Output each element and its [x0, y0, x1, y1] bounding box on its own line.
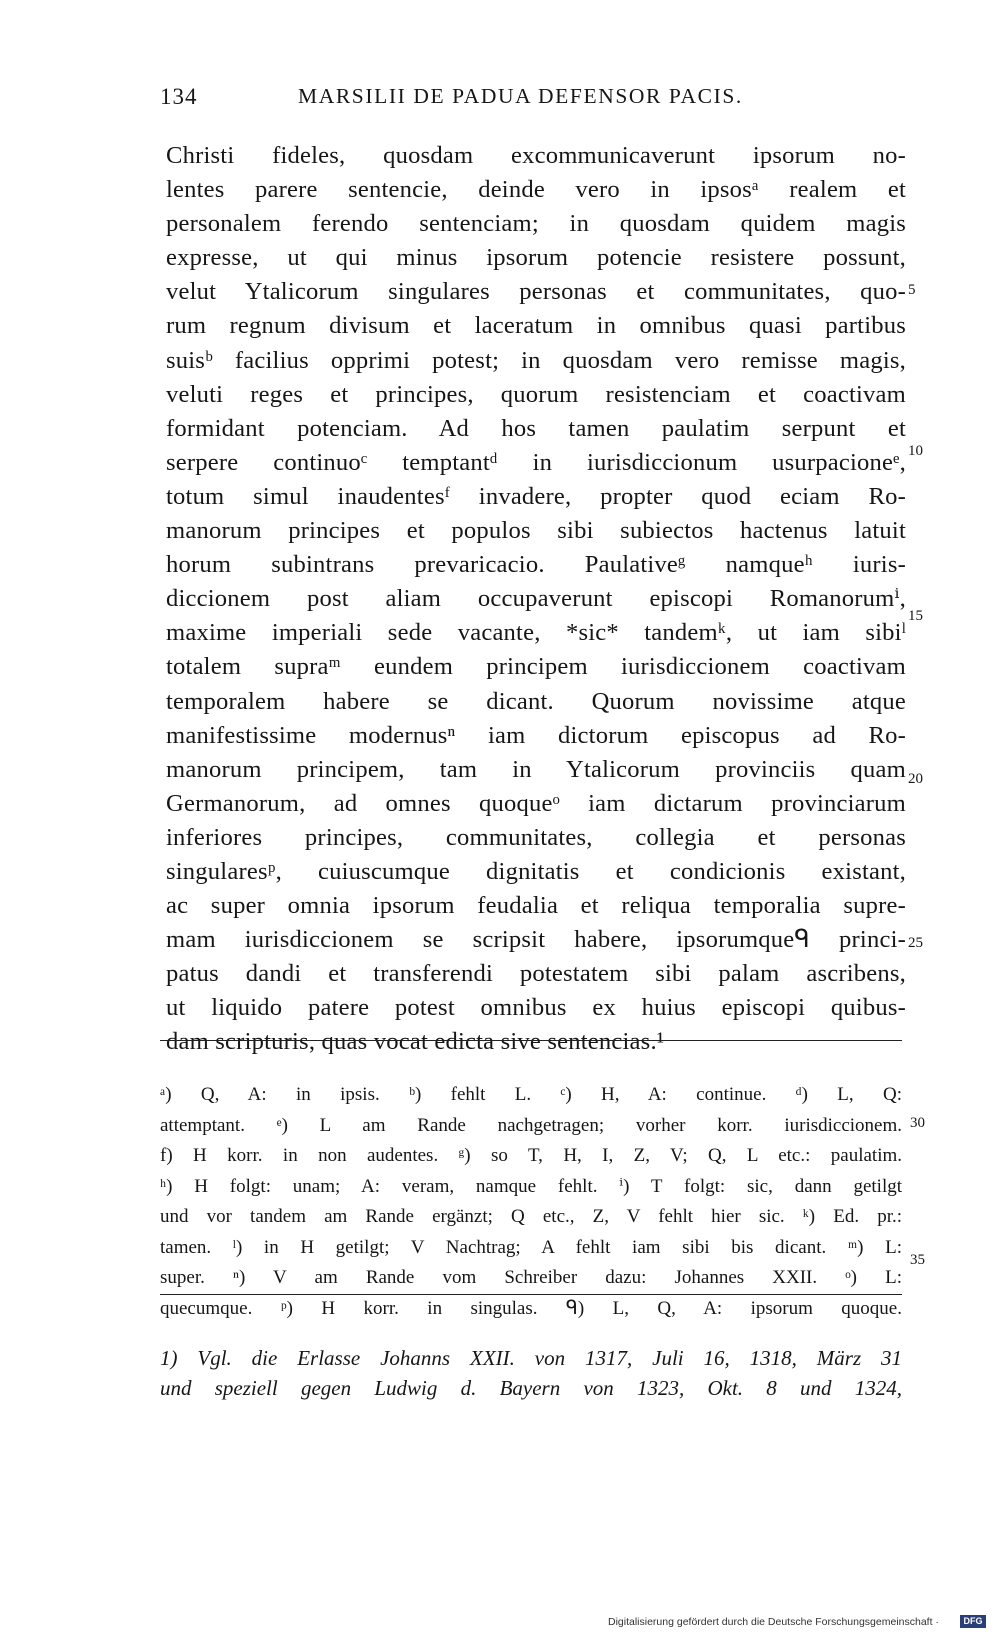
text-line: totum simul inaudentesᶠ invadere, propter quod eciam Ro- — [166, 482, 906, 510]
text-line: ut liquido patere potest omnibus ex huius episcopi quibus- — [166, 994, 906, 1022]
critical-apparatus — [160, 1080, 902, 1324]
text-line: maxime imperiali sede vacante, *sic* tandemᵏ, ut iam sibiˡ — [166, 619, 906, 647]
line-number: 30 — [910, 1115, 925, 1131]
text-line: Christi fideles, quosdam excommunicaverunt ipsorum no- — [166, 142, 906, 169]
running-title: MARSILII DE PADUA DEFENSOR PACIS. — [298, 84, 743, 108]
text-line: inferiores principes, communitates, collegia et personas — [166, 823, 906, 851]
footnote-divider — [160, 1294, 902, 1295]
text-line: rum regnum divisum et laceratum in omnibus quasi partibus — [166, 312, 906, 340]
digitization-credit: Digitalisierung gefördert durch die Deutsche Forschungsgemeinschaft · — [608, 1616, 939, 1628]
line-number: 25 — [908, 935, 923, 951]
line-number: 20 — [908, 771, 923, 787]
text-line: dam scripturis, quas vocat edicta sive sentencias.¹ — [166, 1028, 665, 1056]
text-line: singularesᵖ, cuiuscumque dignitatis et condicionis existant, — [166, 857, 906, 885]
text-line: manorum principes et populos sibi subiectos hactenus latuit — [166, 517, 906, 545]
text-line: ac super omnia ipsorum feudalia et reliqua temporalia supre- — [166, 892, 906, 920]
page-header — [160, 84, 902, 114]
text-line: suisᵇ facilius opprimi potest; in quosdam vero remisse magis, — [166, 346, 906, 374]
text-line: veluti reges et principes, quorum resistenciam et coactivam — [166, 380, 906, 408]
text-line: lentes parere sentencie, deinde vero in ipsosᵃ realem et — [166, 176, 906, 204]
apparatus-divider — [160, 1040, 902, 1041]
page-number: 134 — [160, 84, 198, 109]
text-line: diccionem post aliam occupaverunt episcopi Romanorumⁱ, — [166, 585, 906, 613]
main-text — [166, 139, 906, 1060]
text-line: expresse, ut qui minus ipsorum potencie resistere possunt, — [166, 244, 906, 272]
apparatus-line: quecumque. ᵖ) H korr. in singulas. ᑫ) L, Q, A: ipsorum quoque. — [160, 1297, 902, 1319]
text-line: totalem supraᵐ eundem principem iurisdiccionem coactivam — [166, 653, 906, 681]
line-number: 35 — [910, 1252, 925, 1268]
text-line: horum subintrans prevaricacio. Paulativeᵍ namqueʰ iuris- — [166, 551, 906, 579]
footnote-line: und speziell gegen Ludwig d. Bayern von 1323, Okt. 8 und 1324, — [160, 1376, 902, 1400]
line-number: 5 — [908, 282, 916, 298]
line-number: 15 — [908, 608, 923, 624]
text-line: manifestissime modernusⁿ iam dictorum episcopus ad Ro- — [166, 721, 906, 749]
apparatus-line: ʰ) H folgt: unam; A: veram, namque fehlt. ⁱ) T folgt: sic, dann getilgt — [160, 1175, 902, 1197]
text-line: temporalem habere se dicant. Quorum novissime atque — [166, 687, 906, 715]
text-line: personalem ferendo sentenciam; in quosdam quidem magis — [166, 210, 906, 238]
dfg-logo: DFG — [960, 1615, 986, 1628]
apparatus-line: und vor tandem am Rande ergänzt; Q etc., Z, V fehlt hier sic. ᵏ) Ed. pr.: — [160, 1206, 902, 1227]
text-line: velut Ytalicorum singulares personas et communitates, quo- — [166, 278, 906, 306]
apparatus-line: super. ⁿ) V am Rande vom Schreiber dazu: Johannes XXII. ᵒ) L: — [160, 1267, 902, 1288]
apparatus-line: tamen. ˡ) in H getilgt; V Nachtrag; A fehlt iam sibi bis dicant. ᵐ) L: — [160, 1236, 902, 1258]
footnotes — [160, 1343, 902, 1403]
apparatus-line: ᵃ) Q, A: in ipsis. ᵇ) fehlt L. ᶜ) H, A: continue. ᵈ) L, Q: — [160, 1084, 902, 1105]
text-line: Germanorum, ad omnes quoqueᵒ iam dictarum provinciarum — [166, 789, 906, 817]
apparatus-line: attemptant. ᵉ) L am Rande nachgetragen; vorher korr. iurisdiccionem. — [160, 1114, 902, 1136]
text-line: formidant potenciam. Ad hos tamen paulatim serpunt et — [166, 414, 906, 442]
text-line: serpere continuoᶜ temptantᵈ in iurisdiccionum usurpacioneᵉ, — [166, 448, 906, 476]
line-number: 10 — [908, 443, 923, 459]
footnote-line: 1) Vgl. die Erlasse Johanns XXII. von 1317, Juli 16, 1318, März 31 — [160, 1346, 902, 1370]
text-line: patus dandi et transferendi potestatem sibi palam ascribens, — [166, 960, 906, 988]
text-line: manorum principem, tam in Ytalicorum provinciis quam — [166, 755, 906, 783]
text-line: mam iurisdiccionem se scripsit habere, ipsorumqueᑫ princi- — [166, 926, 906, 954]
apparatus-line: f) H korr. in non audentes. ᵍ) so T, H, I, Z, V; Q, L etc.: paulatim. — [160, 1145, 902, 1166]
